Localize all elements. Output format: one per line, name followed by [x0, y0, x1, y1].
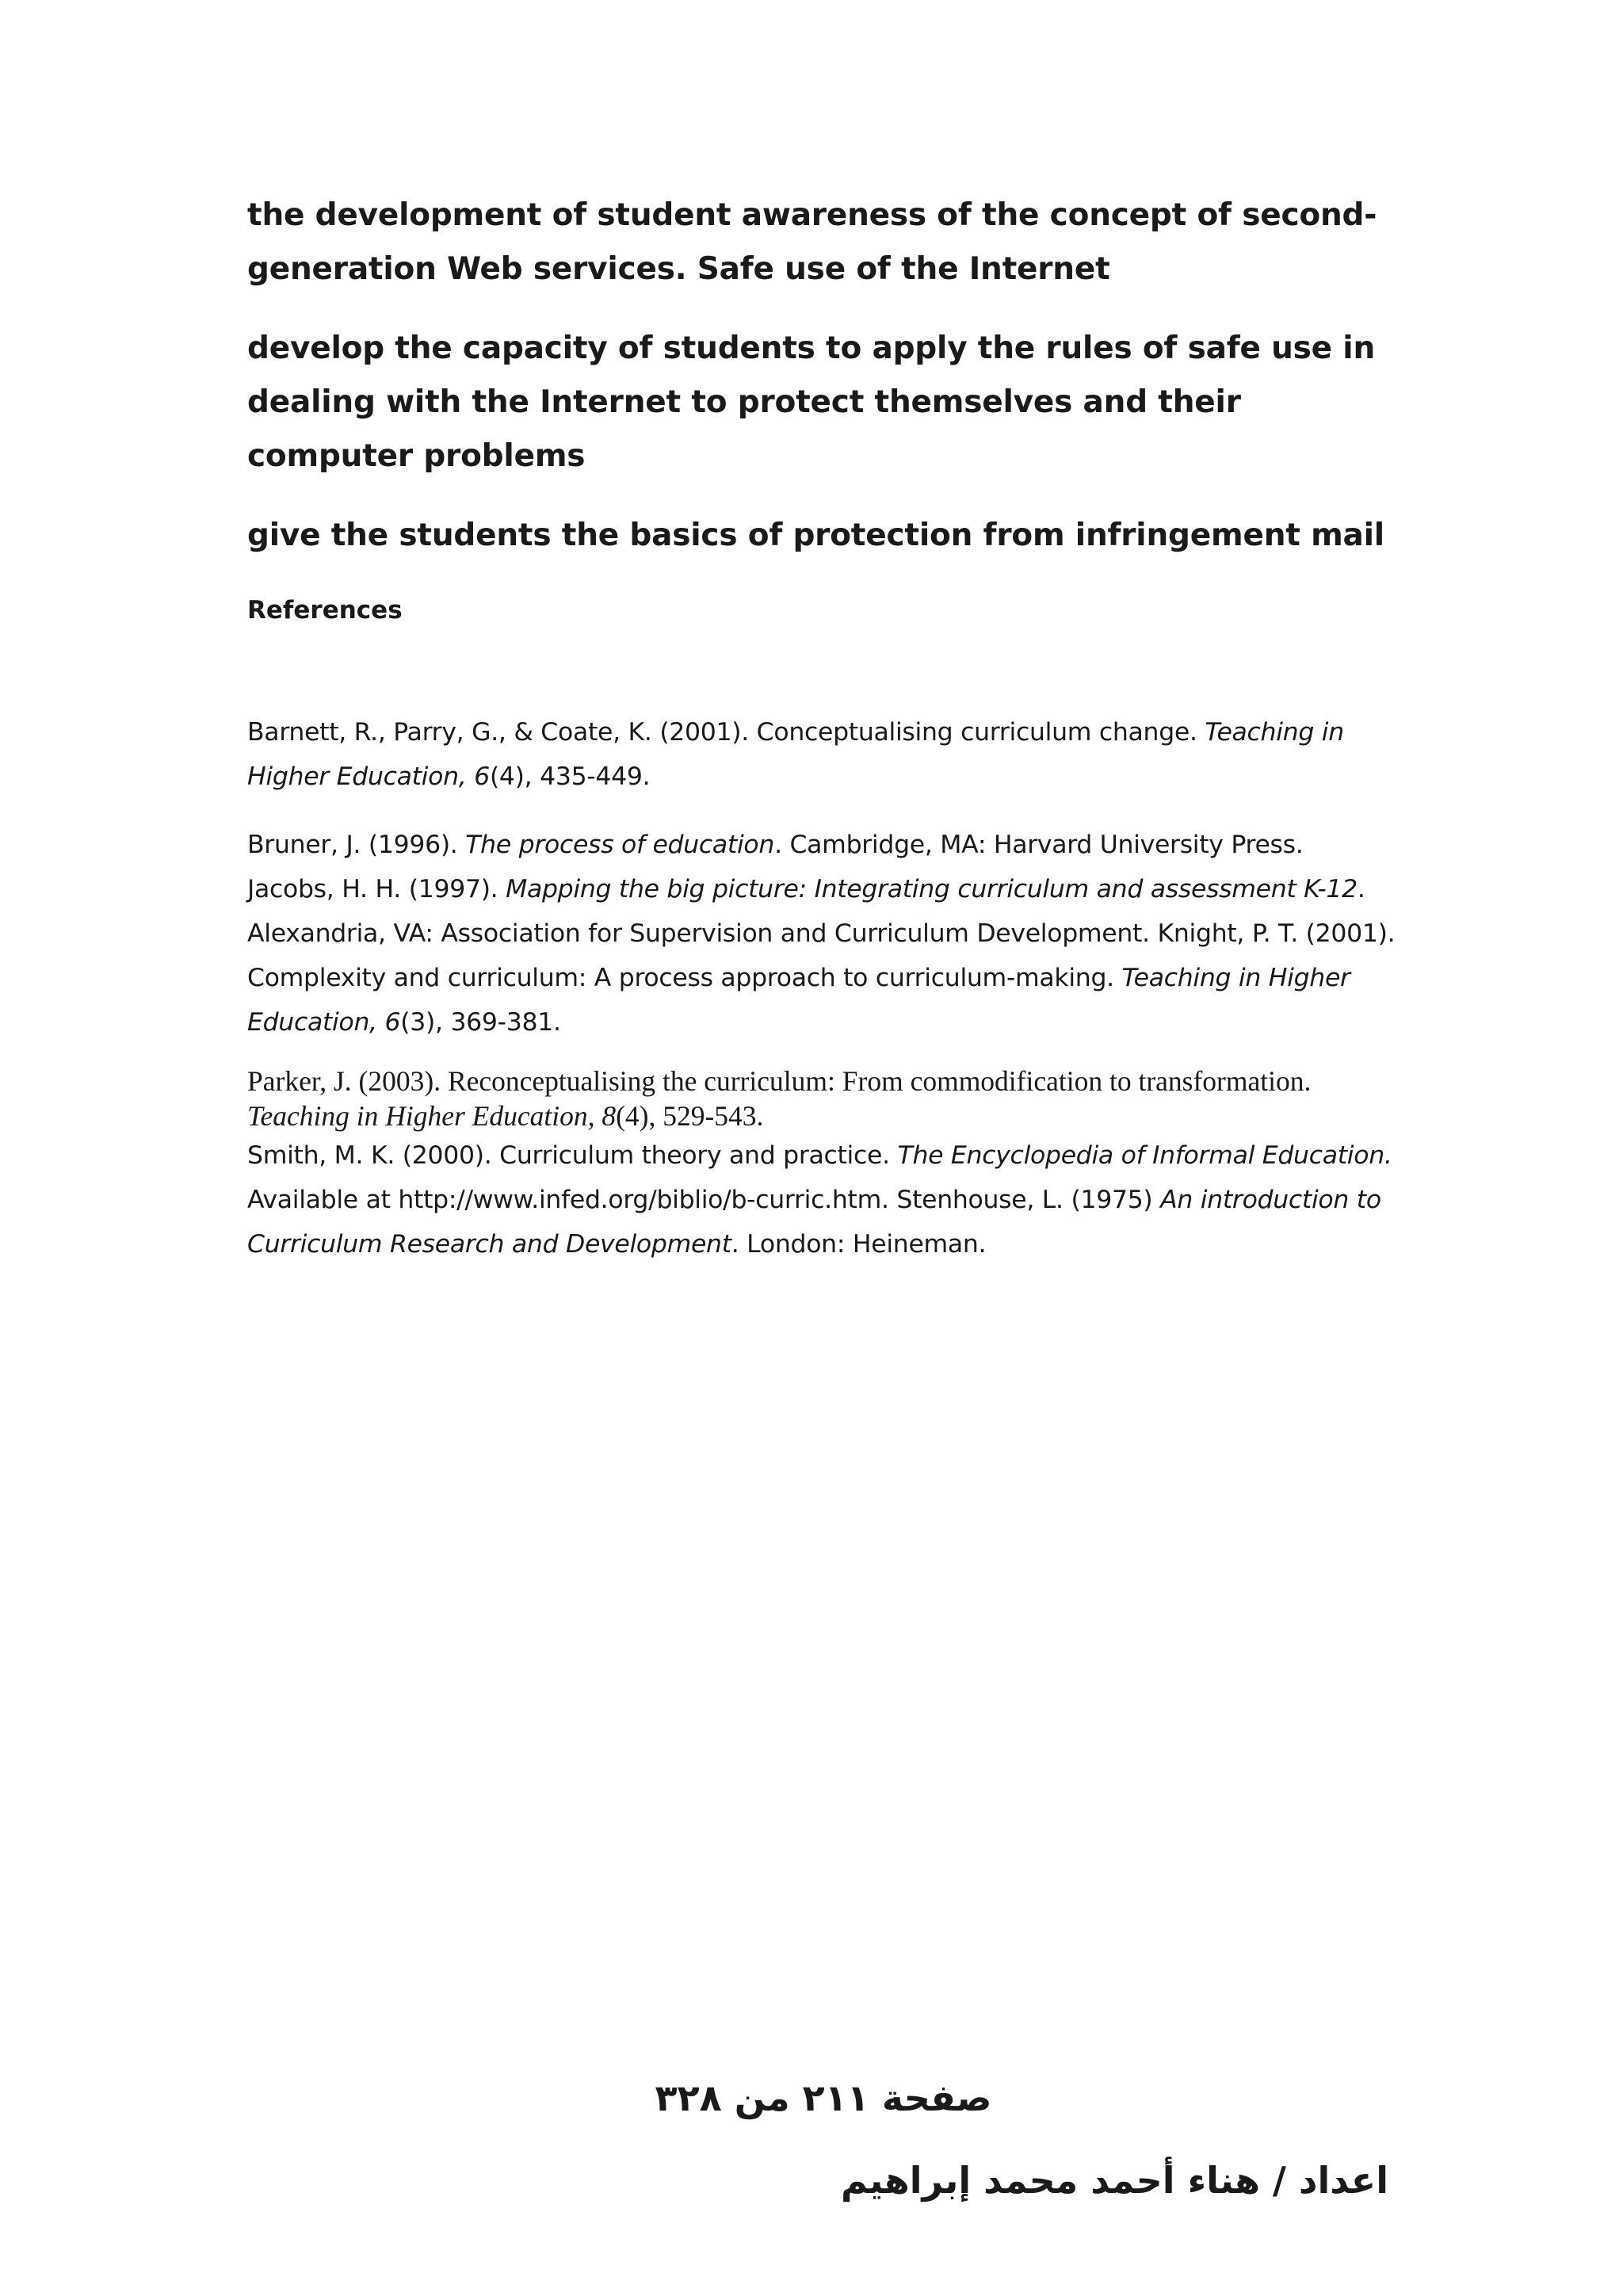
heading-protection: give the students the basics of protection from infringement mail — [247, 518, 1384, 553]
reference-stenhouse-publisher: . London: Heineman. — [731, 1230, 987, 1259]
reference-barnett-text: Barnett, R., Parry, G., & Coate, K. (2001). Conceptualising curriculum change. — [247, 718, 1205, 747]
reference-knight-pages: (3), 369-381. — [400, 1008, 561, 1037]
document-page — [247, 189, 1396, 1266]
page-number-footer — [0, 2076, 1623, 2119]
reference-parker-journal: Teaching in Higher Education, 8 — [247, 1100, 617, 1132]
heading-awareness: the development of student awareness of the concept of second-generation Web services. Safe use of the Internet — [247, 197, 1377, 287]
reference-smith-title: The Encyclopedia of Informal Education. — [897, 1141, 1392, 1170]
reference-knight-journal: Teaching in Higher Education, 6 — [247, 964, 1350, 1037]
reference-block — [247, 823, 1396, 1045]
reference-stenhouse-text: Stenhouse, L. (1975) — [896, 1186, 1161, 1214]
reference-jacobs-publisher: . Alexandria, VA: Association for Supervision and Curriculum Development. — [247, 875, 1365, 948]
reference-barnett-pages: (4), 435-449. — [489, 762, 651, 791]
reference-smith-url: Available at http://www.infed.org/biblio/b-curric.htm. — [247, 1186, 889, 1214]
reference-smith-text: Smith, M. K. (2000). Curriculum theory and practice. — [247, 1141, 898, 1170]
reference-parker-text: Parker, J. (2003). Reconceptualising the curriculum: From commodification to transformation. — [247, 1065, 1312, 1097]
reference-barnett — [247, 710, 1396, 799]
heading-safe-use: develop the capacity of students to apply the rules of safe use in dealing with the Internet to protect themselves and their computer problems — [247, 330, 1376, 474]
reference-stenhouse-title: An introduction to Curriculum Research and Development — [247, 1186, 1381, 1259]
reference-parker-pages: (4), 529-543. — [616, 1100, 764, 1132]
references-title: References — [247, 596, 403, 625]
reference-parker — [247, 1064, 1396, 1133]
author-footer: اعداد / هناء أحمد محمد إبراهيم — [840, 2159, 1388, 2202]
reference-jacobs-title: Mapping the big picture: Integrating curriculum and assessment K-12 — [506, 875, 1358, 904]
reference-knight-text: Knight, P. T. (2001). Complexity and curriculum: A process approach to curriculum-making. — [247, 919, 1396, 992]
page-number-label: صفحة ٢١١ من ٣٢٨ — [655, 2076, 992, 2119]
reference-bruner-publisher: . Cambridge, MA: Harvard University Press. — [774, 831, 1304, 859]
reference-jacobs-text: Jacobs, H. H. (1997). — [247, 875, 506, 904]
reference-bruner-text: Bruner, J. (1996). — [247, 831, 466, 859]
reference-barnett-journal: Teaching in Higher Education, 6 — [247, 718, 1344, 791]
reference-bruner-title: The process of education — [465, 831, 775, 859]
reference-smith-stenhouse — [247, 1133, 1396, 1266]
